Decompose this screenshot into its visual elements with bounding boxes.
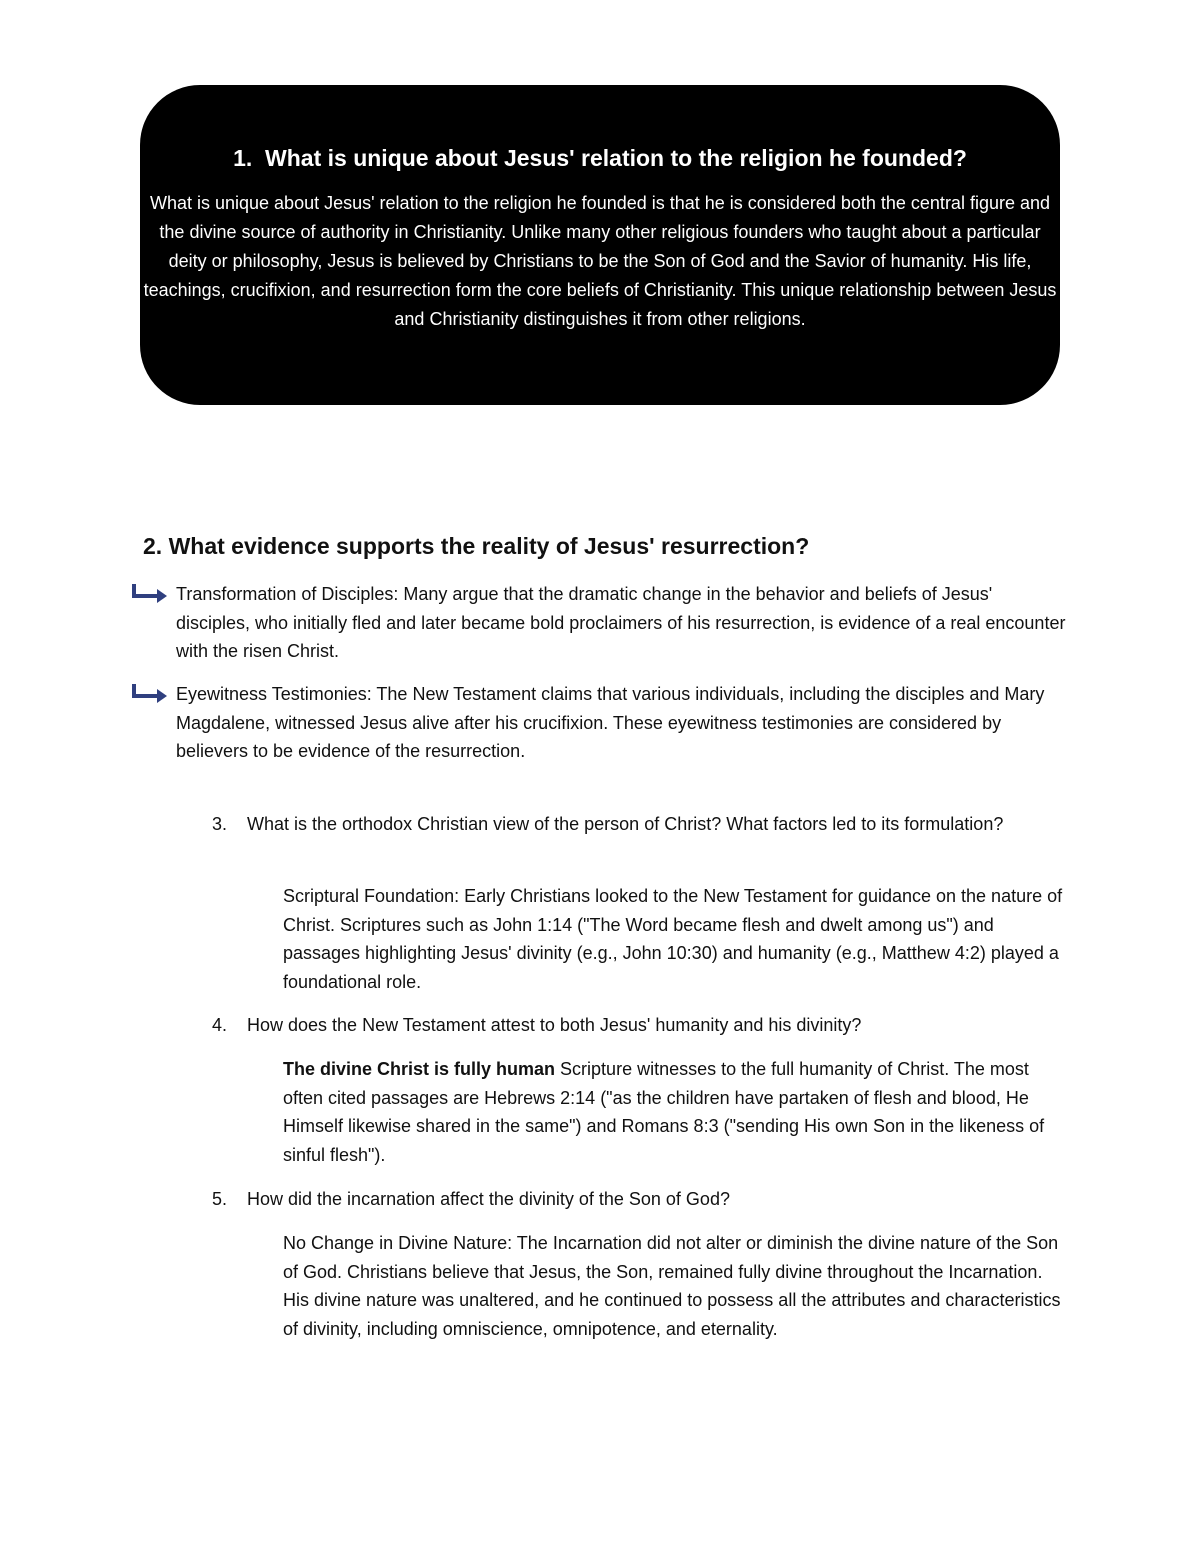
question-5-number: 5. (212, 1189, 228, 1209)
question-2-title: 2. What evidence supports the reality of Jesus' resurrection? (143, 533, 810, 559)
question-4-answer (283, 1055, 1073, 1169)
evidence-bullet-text: Eyewitness Testimonies: The New Testament claims that various individuals, including the disciples and Mary Magdalene, witnessed Jesus alive after his crucifixion. These eyewitness testimonies are considered by believers to be evidence of the resurrection. (176, 684, 1045, 761)
question-4-answer-bold: The divine Christ is fully human (283, 1059, 556, 1079)
question-1-title (140, 143, 1060, 173)
question-4-answer-rest: Scripture witnesses to the full humanity of Christ. The most often cited passages are Hebrews 2:14 ("as the children have partaken of flesh and blood, He Himself likewise shared in the same") and Romans 8:3 ("sending His own Son in the likeness of sinful flesh"). (283, 1059, 1045, 1165)
evidence-bullet-text: Transformation of Disciples: Many argue that the dramatic change in the behavior and beliefs of Jesus' disciples, who initially fled and later became bold proclaimers of his resurrection, is evidence of a real encounter with the risen Christ. (176, 584, 1066, 661)
question-4-text: How does the New Testament attest to both Jesus' humanity and his divinity? (247, 1015, 862, 1035)
question-1-answer: What is unique about Jesus' relation to the religion he founded is that he is considered both the central figure and the divine source of authority in Christianity. Unlike many other religious founders who taught about a particular deity or philosophy, Jesus is believed by Christians to be the Son of God and the Savior of humanity. His life, teachings, crucifixion, and resurrection form the core beliefs of Christianity. This unique relationship between Jesus and Christianity distinguishes it from other religions. (143, 193, 1057, 329)
question-3-number: 3. (212, 814, 228, 834)
question-1-number: 1. (233, 145, 253, 171)
question-3-text: What is the orthodox Christian view of the person of Christ? What factors led to its formulation? (247, 814, 1004, 834)
arrow-right-icon (130, 582, 170, 604)
question-1-box (140, 85, 1060, 405)
question-5-answer: No Change in Divine Nature: The Incarnation did not alter or diminish the divine nature of the Son of God. Christians believe that Jesus, the Son, remained fully divine throughout the Incarnation. His divine nature was unaltered, and he continued to possess all the attributes and characteristics of divinity, including omniscience, omnipotence, and eternality. (283, 1233, 1061, 1339)
question-3-answer: Scriptural Foundation: Early Christians looked to the New Testament for guidance on the nature of Christ. Scriptures such as John 1:14 ("The Word became flesh and dwelt among us") and passages highlighting Jesus' divinity (e.g., John 10:30) and humanity (e.g., Matthew 4:2) played a foundational role. (283, 886, 1063, 992)
question-5-text: How did the incarnation affect the divinity of the Son of God? (247, 1189, 730, 1209)
arrow-right-icon (130, 682, 170, 704)
question-1-text: What is unique about Jesus' relation to the religion he founded? (265, 145, 967, 171)
question-4-number: 4. (212, 1015, 228, 1035)
